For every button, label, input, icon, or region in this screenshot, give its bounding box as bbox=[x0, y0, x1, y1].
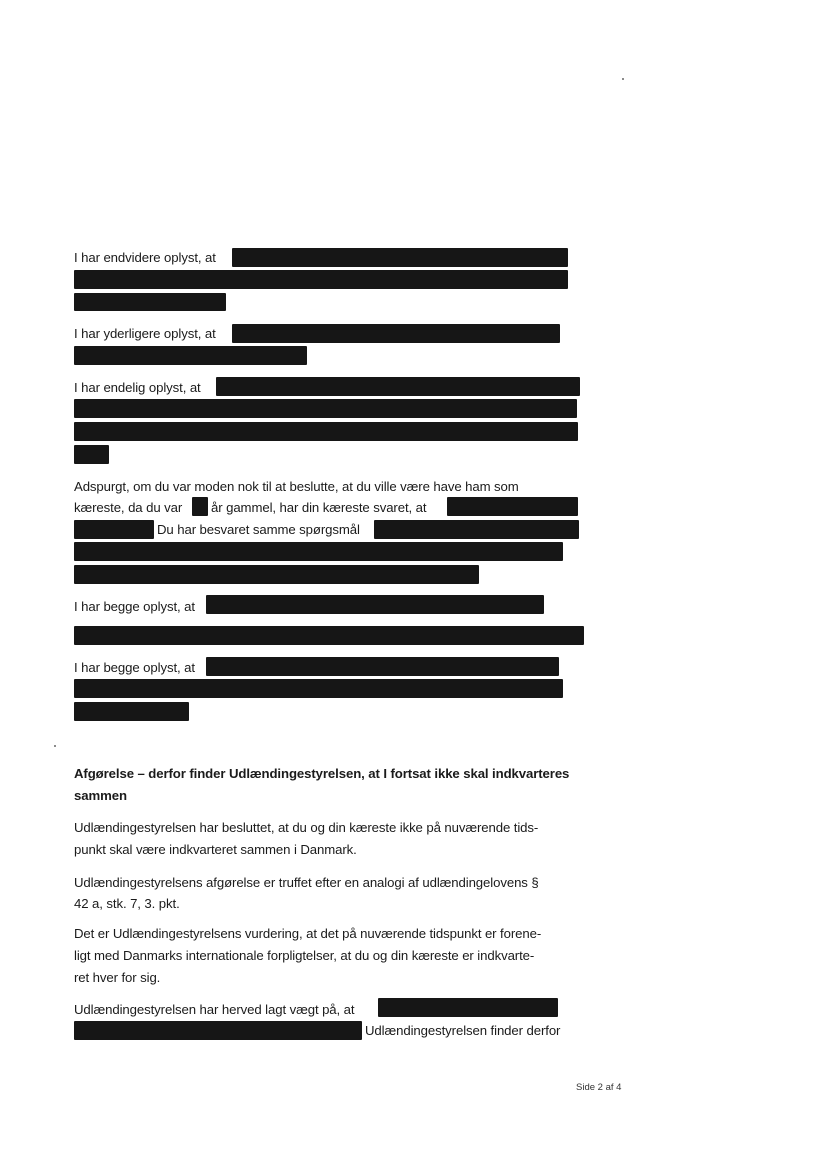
scan-speck bbox=[622, 78, 624, 80]
decision-para3-line1: Det er Udlændingestyrelsens vurdering, at det på nuværende tidspunkt er forene- bbox=[74, 926, 542, 941]
paragraph-2-lead: I har yderligere oplyst, at bbox=[74, 326, 216, 341]
redaction-block bbox=[216, 377, 580, 396]
redaction-block bbox=[74, 679, 563, 698]
paragraph-4-line3: Du har besvaret samme spørgsmål bbox=[157, 522, 360, 537]
decision-para3-line2: ligt med Danmarks internationale forpligtelser, at du og din kæreste er indkvarte- bbox=[74, 948, 535, 963]
redaction-block bbox=[74, 565, 479, 584]
scan-speck bbox=[54, 745, 56, 747]
redaction-block bbox=[74, 1021, 362, 1040]
redaction-block bbox=[74, 702, 189, 721]
redaction-block bbox=[74, 445, 109, 464]
section-heading-line2: sammen bbox=[74, 788, 127, 803]
decision-para2-line1: Udlændingestyrelsens afgørelse er truffet efter en analogi af udlændingelovens § bbox=[74, 875, 539, 890]
redaction-block bbox=[74, 542, 563, 561]
paragraph-4-line1: Adspurgt, om du var moden nok til at beslutte, at du ville være have ham som bbox=[74, 479, 519, 494]
page-number: Side 2 af 4 bbox=[576, 1082, 622, 1093]
decision-para3-line3: ret hver for sig. bbox=[74, 970, 161, 985]
decision-para4-line2: Udlændingestyrelsen finder derfor bbox=[365, 1023, 561, 1038]
redaction-block bbox=[74, 422, 578, 441]
paragraph-1-lead: I har endvidere oplyst, at bbox=[74, 250, 216, 265]
redaction-block bbox=[74, 626, 584, 645]
redaction-block bbox=[206, 657, 559, 676]
redaction-block bbox=[74, 520, 154, 539]
redaction-block bbox=[232, 324, 560, 343]
redaction-block bbox=[74, 293, 226, 311]
decision-para1-line1: Udlændingestyrelsen har besluttet, at du og din kæreste ikke på nuværende tids- bbox=[74, 820, 539, 835]
paragraph-6-lead: I har begge oplyst, at bbox=[74, 660, 195, 675]
section-heading-line1: Afgørelse – derfor finder Udlændingestyrelsen, at I fortsat ikke skal indkvarteres bbox=[74, 766, 570, 781]
paragraph-4-line2a: kæreste, da du var bbox=[74, 500, 183, 515]
decision-para4-line1: Udlændingestyrelsen har herved lagt vægt på, at bbox=[74, 1002, 355, 1017]
paragraph-4-line2b: år gammel, har din kæreste svaret, at bbox=[211, 500, 427, 515]
redaction-block bbox=[74, 346, 307, 365]
redaction-block bbox=[374, 520, 579, 539]
paragraph-3-lead: I har endelig oplyst, at bbox=[74, 380, 201, 395]
redaction-block bbox=[206, 595, 544, 614]
redaction-block bbox=[74, 270, 568, 289]
decision-para2-line2: 42 a, stk. 7, 3. pkt. bbox=[74, 896, 180, 911]
redaction-block bbox=[447, 497, 578, 516]
redaction-block bbox=[74, 399, 577, 418]
redaction-block bbox=[192, 497, 208, 516]
decision-para1-line2: punkt skal være indkvarteret sammen i Danmark. bbox=[74, 842, 357, 857]
paragraph-5-lead: I har begge oplyst, at bbox=[74, 599, 195, 614]
redaction-block bbox=[378, 998, 558, 1017]
redaction-block bbox=[232, 248, 568, 267]
